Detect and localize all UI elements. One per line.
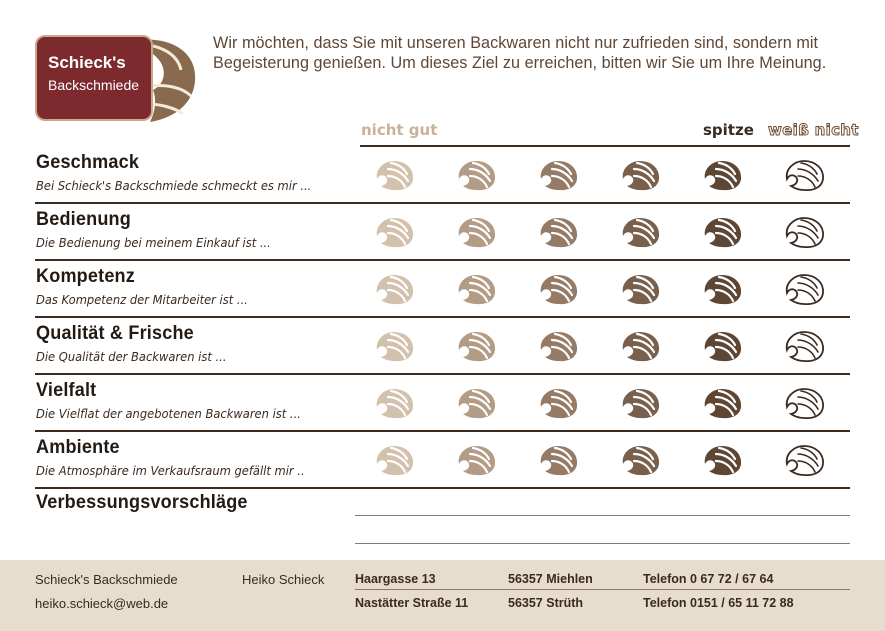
rating-option-5-croissant-icon[interactable] (700, 271, 744, 307)
suggestions-title: Verbessungsvorschläge (36, 492, 248, 513)
rating-option-4-croissant-icon[interactable] (618, 271, 662, 307)
footer-email: heiko.schieck@web.de (35, 596, 169, 611)
intro-line-2: Begeisterung genießen. Um dieses Ziel zu erreichen, bitten wir Sie um Ihre Meinung. (213, 54, 827, 72)
row-title: Qualität & Frische (36, 323, 194, 344)
row-divider (35, 487, 850, 489)
footer-street-1: Haargasse 13 (355, 572, 436, 586)
rating-option-1-croissant-icon[interactable] (372, 328, 416, 364)
rating-option-unknown-croissant-icon[interactable] (782, 157, 826, 193)
rating-option-3-croissant-icon[interactable] (536, 385, 580, 421)
suggestions-line-2[interactable] (355, 543, 850, 544)
rating-option-5-croissant-icon[interactable] (700, 442, 744, 478)
logo-line2: Backschmiede (48, 77, 140, 93)
rating-option-1-croissant-icon[interactable] (372, 385, 416, 421)
rating-row (0, 204, 885, 261)
rating-option-4-croissant-icon[interactable] (618, 385, 662, 421)
rating-option-2-croissant-icon[interactable] (454, 271, 498, 307)
row-subtitle: Die Atmosphäre im Verkaufsraum gefällt mir .. (36, 463, 305, 478)
rating-option-5-croissant-icon[interactable] (700, 385, 744, 421)
rating-option-1-croissant-icon[interactable] (372, 442, 416, 478)
suggestions-line-1[interactable] (355, 515, 850, 516)
footer-company: Schieck's Backschmiede (35, 572, 178, 587)
row-title: Vielfalt (36, 380, 97, 401)
rating-option-4-croissant-icon[interactable] (618, 442, 662, 478)
footer-divider (355, 589, 850, 590)
rating-option-1-croissant-icon[interactable] (372, 214, 416, 250)
rating-option-4-croissant-icon[interactable] (618, 328, 662, 364)
rating-option-3-croissant-icon[interactable] (536, 271, 580, 307)
rating-option-unknown-croissant-icon[interactable] (782, 214, 826, 250)
rating-row (0, 318, 885, 375)
logo-line1: Schieck's (48, 53, 126, 72)
scale-label-low: nicht gut (361, 121, 438, 139)
rating-row (0, 147, 885, 204)
rating-option-3-croissant-icon[interactable] (536, 214, 580, 250)
row-title: Kompetenz (36, 266, 135, 287)
footer-phone-2: Telefon 0151 / 65 11 72 88 (643, 596, 794, 610)
rating-row (0, 375, 885, 432)
scale-label-unknown: weiß nicht (768, 121, 859, 139)
rating-option-3-croissant-icon[interactable] (536, 328, 580, 364)
rating-option-2-croissant-icon[interactable] (454, 214, 498, 250)
schiecks-logo (35, 34, 197, 124)
footer-city-2: 56357 Strüth (508, 596, 584, 610)
rating-option-1-croissant-icon[interactable] (372, 271, 416, 307)
row-subtitle: Die Bedienung bei meinem Einkauf ist ... (36, 235, 271, 250)
intro-line-1: Wir möchten, dass Sie mit unseren Backwaren nicht nur zufrieden sind, sondern mit (213, 34, 819, 52)
rating-option-unknown-croissant-icon[interactable] (782, 442, 826, 478)
footer-phone-1: Telefon 0 67 72 / 67 64 (643, 572, 774, 586)
row-subtitle: Die Qualität der Backwaren ist ... (36, 349, 227, 364)
row-title: Bedienung (36, 209, 131, 230)
rating-row (0, 432, 885, 489)
rating-option-3-croissant-icon[interactable] (536, 442, 580, 478)
row-subtitle: Das Kompetenz der Mitarbeiter ist ... (36, 292, 248, 307)
row-subtitle: Bei Schieck's Backschmiede schmeckt es mir ... (36, 178, 312, 193)
rating-option-2-croissant-icon[interactable] (454, 442, 498, 478)
row-title: Geschmack (36, 152, 140, 173)
rating-option-unknown-croissant-icon[interactable] (782, 271, 826, 307)
rating-option-3-croissant-icon[interactable] (536, 157, 580, 193)
rating-row (0, 261, 885, 318)
row-subtitle: Die Vielflat der angebotenen Backwaren ist ... (36, 406, 301, 421)
scale-label-high: spitze (703, 121, 754, 139)
rating-option-5-croissant-icon[interactable] (700, 214, 744, 250)
footer-city-1: 56357 Miehlen (508, 572, 593, 586)
rating-option-2-croissant-icon[interactable] (454, 157, 498, 193)
rating-option-2-croissant-icon[interactable] (454, 328, 498, 364)
row-title: Ambiente (36, 437, 120, 458)
rating-option-4-croissant-icon[interactable] (618, 214, 662, 250)
intro-text (213, 33, 863, 73)
footer-street-2: Nastätter Straße 11 (355, 596, 469, 610)
rating-option-unknown-croissant-icon[interactable] (782, 385, 826, 421)
rating-option-2-croissant-icon[interactable] (454, 385, 498, 421)
rating-option-unknown-croissant-icon[interactable] (782, 328, 826, 364)
rating-option-4-croissant-icon[interactable] (618, 157, 662, 193)
rating-option-5-croissant-icon[interactable] (700, 157, 744, 193)
rating-option-5-croissant-icon[interactable] (700, 328, 744, 364)
footer-owner: Heiko Schieck (242, 572, 325, 587)
rating-option-1-croissant-icon[interactable] (372, 157, 416, 193)
